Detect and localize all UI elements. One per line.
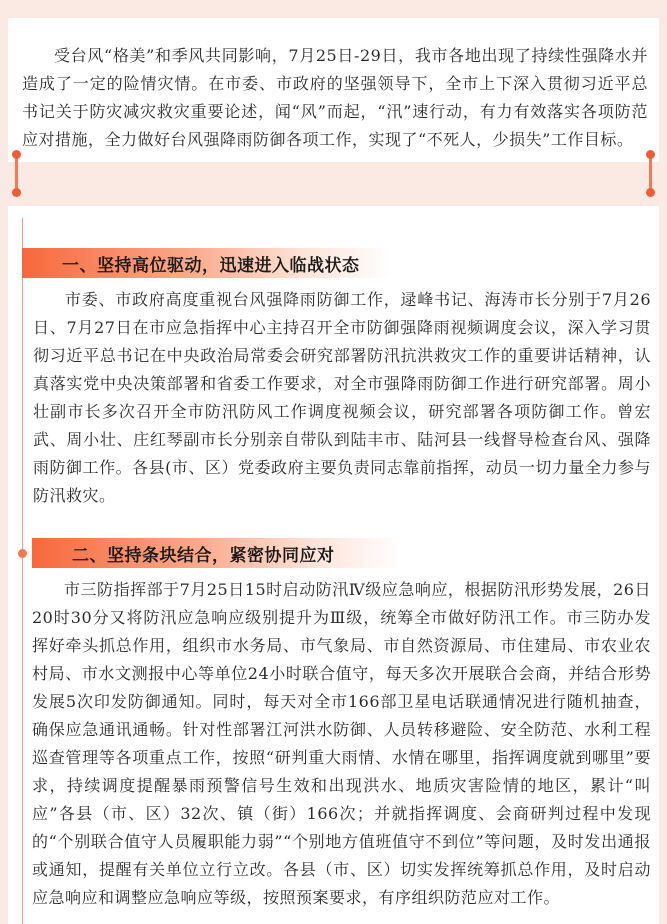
section-heading-2 xyxy=(32,538,402,568)
section-heading-2-text: 二、坚持条块结合，紧密协同应对 xyxy=(72,546,335,566)
intro-paragraph: 受台风“格美”和季风共同影响，7月25日-29日，我市各地出现了持续性强降水并造成了一定的险情灾情。在市委、市政府的坚强领导下，全市上下深入贯彻习近平总书记关于防灾减灾救灾重要论述，闻“风”而起，“汛”速行动，有力有效落实各项防范应对措施，全力做好台风强降雨防御各项工作，实现了“不死人，少损失”工作目标。 xyxy=(22,46,648,149)
section-heading-1 xyxy=(22,248,392,278)
timeline-line xyxy=(22,218,23,924)
intro-card xyxy=(8,18,659,162)
section-body-1: 市委、市政府高度重视台风强降雨防御工作，逯峰书记、海涛市长分别于7月26日、7月27日在市应急指挥中心主持召开全市防御强降雨视频调度会议，深入学习贯彻习近平总书记在中央政治局常委会研究部署防汛抗洪救灾工作的重要讲话精神，认真落实党中央决策部署和省委工作要求，对全市强降雨防御工作进行研究部署。周小壮副市长多次召开全市防汛防风工作调度视频会议，研究部署各项防御工作。曾宏武、周小壮、庄红琴副市长分别亲自带队到陆丰市、陆河县一线督导检查台风、强降雨防御工作。各县(市、区）党委政府主要负责同志靠前指挥，动员一切力量全力参与防汛救灾。 xyxy=(33,290,651,505)
section-body-2: 市三防指挥部于7月25日15时启动防汛Ⅳ级应急响应，根据防汛形势发展，26日20时30分又将防汛应急响应级别提升为Ⅲ级，统筹全市做好防汛工作。市三防办发挥好牵头抓总作用，组织市水务局、市气象局、市自然资源局、市住建局、市农业农村局、市水文测报中心等单位24小时联合值守，每天多次开展联合会商，并结合形势发展5次印发防御通知。同时，每天对全市166部卫星电话联通情况进行随机抽查，确保应急通讯通畅。针对性部署江河洪水防御、人员转移避险、安全防范、水利工程巡查管理等各项重点工作，按照“研判重大雨情、水情在哪里，指挥调度就到哪里”要求，持续调度提醒暴雨预警信号生效和出现洪水、地质灾害险情的地区，累计“叫应”各县（市、区）32次、镇（街）166次；并就指挥调度、会商研判过程中发现的“个别联合值守人员履职能力弱”“个别地方值班值守不到位”等问题，及时发出通报或通知，提醒有关单位立行立改。各县（市、区）切实发挥统筹抓总作用，及时启动应急响应和调整应急响应等级，按照预案要求，有序组织防范应对工作。 xyxy=(32,580,651,907)
timeline-dot xyxy=(18,549,27,558)
section-heading-1-text: 一、坚持高位驱动，迅速进入临战状态 xyxy=(62,256,360,276)
